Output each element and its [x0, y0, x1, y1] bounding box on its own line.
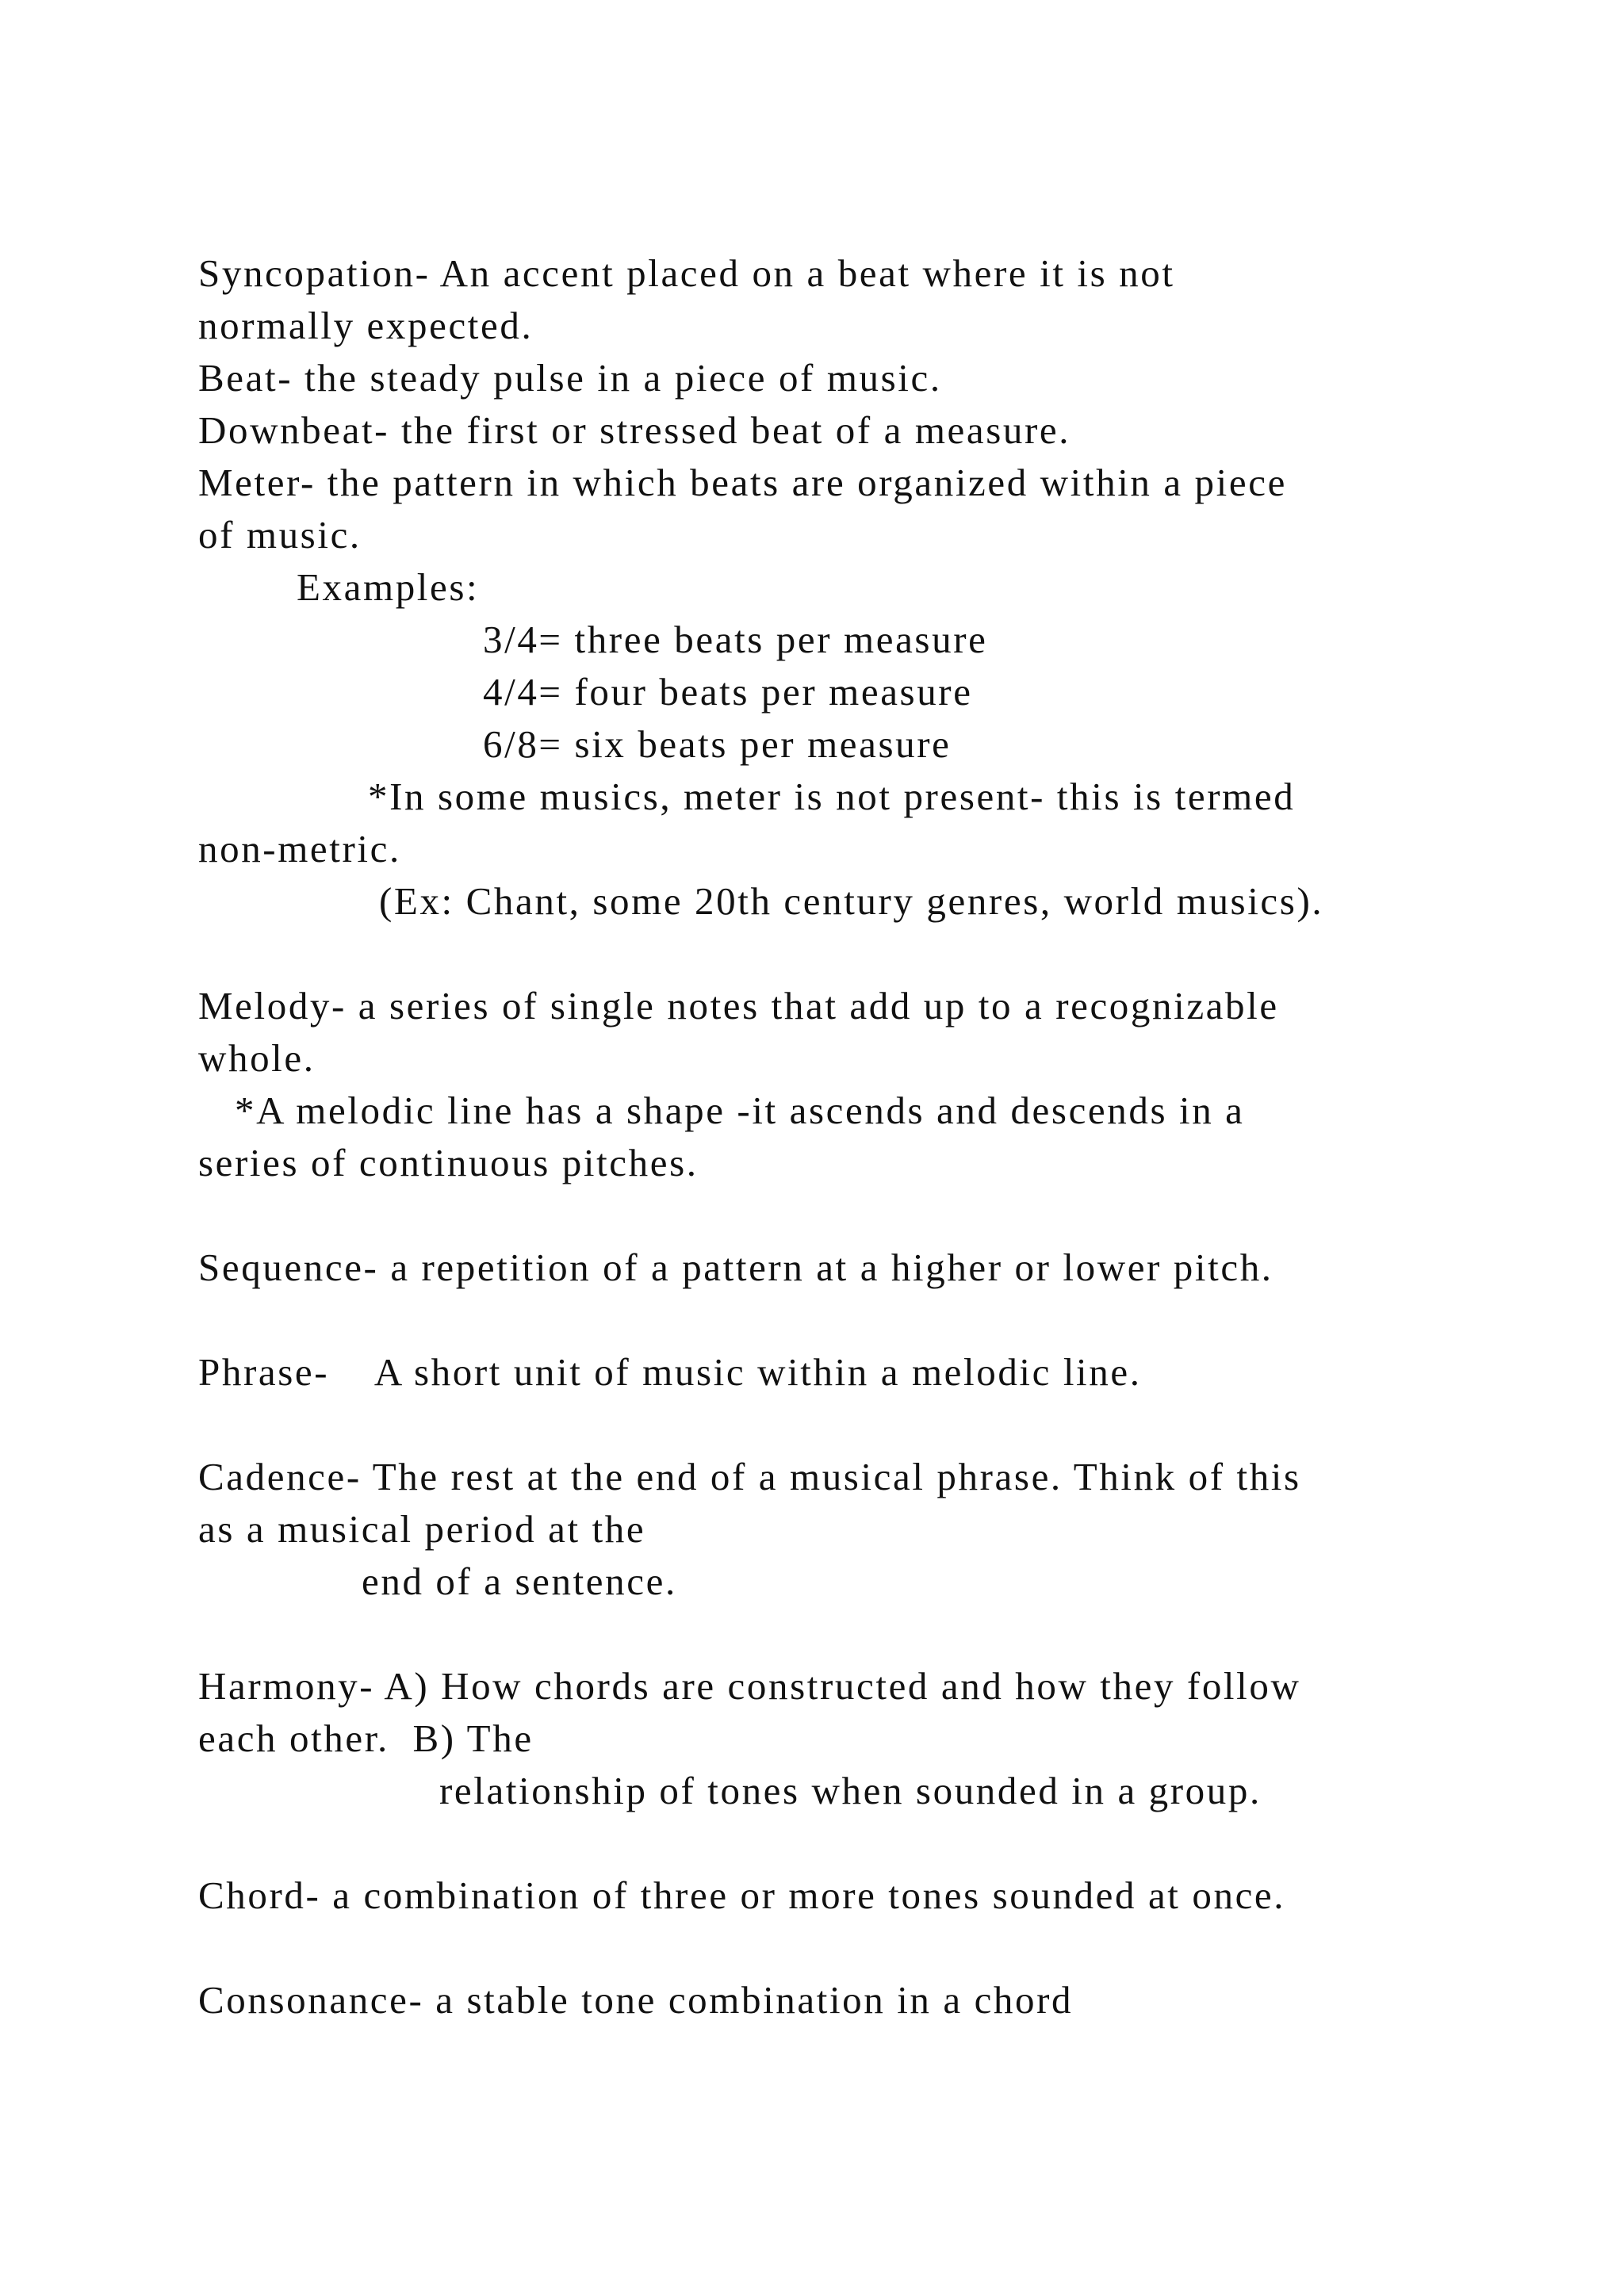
text-line: normally expected.: [198, 304, 534, 347]
text-line: Melody- a series of single notes that add up to a recognizable: [198, 984, 1279, 1027]
text-line: Syncopation- An accent placed on a beat where it is not: [198, 251, 1175, 295]
text-line: Beat- the steady pulse in a piece of music.: [198, 356, 942, 400]
text-line: relationship of tones when sounded in a group.: [439, 1769, 1262, 1812]
text-line: 6/8= six beats per measure: [483, 722, 952, 766]
text-line: *In some musics, meter is not present- this is termed: [368, 775, 1296, 818]
text-line: 3/4= three beats per measure: [483, 618, 988, 661]
text-line: Sequence- a repetition of a pattern at a higher or lower pitch.: [198, 1246, 1274, 1289]
text-line: each other. B) The: [198, 1716, 534, 1760]
text-line: Meter- the pattern in which beats are organized within a piece: [198, 461, 1287, 504]
text-line: end of a sentence.: [362, 1559, 677, 1603]
text-line: Consonance- a stable tone combination in a chord: [198, 1978, 1074, 2022]
text-line: series of continuous pitches.: [198, 1141, 699, 1184]
text-line: as a musical period at the: [198, 1507, 646, 1551]
text-line: non-metric.: [198, 827, 401, 871]
text-line: of music.: [198, 513, 362, 557]
text-line: Examples:: [297, 565, 480, 609]
text-line: Harmony- A) How chords are constructed and how they follow: [198, 1664, 1301, 1708]
text-line: (Ex: Chant, some 20th century genres, world musics).: [379, 879, 1324, 923]
text-line: Phrase- A short unit of music within a melodic line.: [198, 1350, 1142, 1394]
text-line: Cadence- The rest at the end of a musical phrase. Think of this: [198, 1455, 1301, 1498]
text-line: whole.: [198, 1036, 316, 1080]
text-line: *A melodic line has a shape -it ascends and descends in a: [235, 1089, 1245, 1132]
text-line: Downbeat- the first or stressed beat of a measure.: [198, 408, 1071, 452]
text-line: Chord- a combination of three or more tones sounded at once.: [198, 1873, 1286, 1917]
text-line: 4/4= four beats per measure: [483, 670, 973, 714]
